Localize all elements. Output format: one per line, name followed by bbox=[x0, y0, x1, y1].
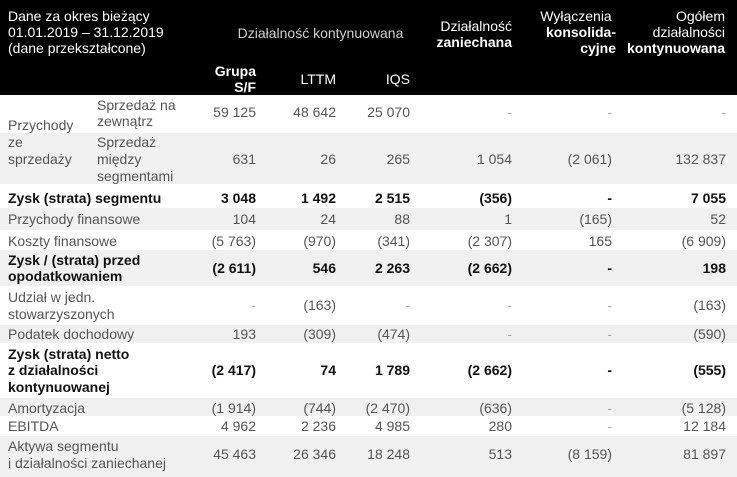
col-header-discontinued: Działalność bbox=[440, 18, 512, 34]
row-label-net-profit: kontynuowanej bbox=[8, 379, 110, 395]
col-header-total-2: działalności bbox=[652, 24, 725, 40]
value-cell: 52 bbox=[710, 211, 726, 227]
period-dates: 01.01.2019 – 31.12.2019 bbox=[8, 24, 164, 40]
value-cell: - bbox=[607, 104, 612, 120]
value-cell: - bbox=[607, 418, 612, 434]
value-cell: 4 985 bbox=[374, 418, 410, 434]
value-cell: 132 837 bbox=[675, 151, 726, 167]
col-header-discontinued-sub: zaniechana bbox=[436, 34, 512, 50]
period-title: Dane za okres bieżący bbox=[8, 8, 150, 24]
value-cell: 165 bbox=[588, 233, 612, 249]
value-cell: (636) bbox=[479, 400, 512, 416]
value-cell: - bbox=[607, 400, 612, 416]
value-cell: 631 bbox=[232, 151, 256, 167]
col-header-eliminations-3: cyjne bbox=[580, 40, 616, 56]
col-header-total-3: kontynuowana bbox=[626, 40, 725, 56]
value-cell: (2 307) bbox=[467, 233, 512, 249]
value-cell: 1 789 bbox=[374, 362, 410, 378]
value-cell: (5 763) bbox=[211, 233, 256, 249]
value-cell: 26 346 bbox=[293, 446, 336, 462]
value-cell: 3 048 bbox=[220, 190, 256, 206]
row-label-profit-before-tax: opodatkowaniem bbox=[8, 268, 123, 284]
row-label-intersegment-sales: Sprzedaż bbox=[97, 134, 157, 150]
value-cell: - bbox=[507, 297, 512, 313]
value-cell: (8 159) bbox=[567, 446, 612, 462]
value-cell: (163) bbox=[303, 297, 336, 313]
value-cell: (2 470) bbox=[365, 400, 410, 416]
value-cell: (2 417) bbox=[211, 362, 256, 378]
value-cell: 18 248 bbox=[367, 446, 410, 462]
value-cell: (970) bbox=[303, 233, 336, 249]
value-cell: (5 128) bbox=[681, 400, 726, 416]
revenue-group-label: sprzedaży bbox=[8, 151, 72, 167]
value-cell: 24 bbox=[320, 211, 336, 227]
col-header-lttm: LTTM bbox=[300, 71, 336, 87]
row-label-income-tax: Podatek dochodowy bbox=[8, 326, 135, 342]
row-label-profit-before-tax: Zysk / (strata) przed bbox=[8, 252, 141, 268]
value-cell: - bbox=[507, 104, 512, 120]
col-header-grupa-sub: S/F bbox=[234, 79, 256, 95]
value-cell: 2 515 bbox=[374, 190, 410, 206]
value-cell: 104 bbox=[232, 211, 256, 227]
value-cell: 81 897 bbox=[683, 446, 726, 462]
value-cell: 2 263 bbox=[374, 260, 410, 276]
value-cell: 280 bbox=[488, 418, 512, 434]
value-cell: 26 bbox=[320, 151, 336, 167]
value-cell: (2 662) bbox=[467, 362, 512, 378]
value-cell: 2 236 bbox=[300, 418, 336, 434]
row-label-ebitda: EBITDA bbox=[8, 418, 59, 434]
value-cell: (590) bbox=[693, 326, 726, 342]
col-header-eliminations-2: konsolida- bbox=[545, 24, 616, 40]
value-cell: 4 962 bbox=[220, 418, 256, 434]
value-cell: 59 125 bbox=[213, 104, 256, 120]
value-cell: (356) bbox=[479, 190, 512, 206]
value-cell: (6 909) bbox=[681, 233, 726, 249]
value-cell: - bbox=[251, 297, 256, 313]
col-header-grupa: Grupa bbox=[214, 63, 256, 79]
value-cell: - bbox=[721, 104, 726, 120]
row-label-intersegment-sales: segmentami bbox=[97, 168, 174, 184]
value-cell: (555) bbox=[693, 362, 726, 378]
value-cell: 12 184 bbox=[683, 418, 726, 434]
value-cell: 45 463 bbox=[213, 446, 256, 462]
value-cell: 1 bbox=[504, 211, 512, 227]
row-label-segment-profit: Zysk (strata) segmentu bbox=[8, 190, 162, 206]
row-label-intersegment-sales: między bbox=[97, 151, 142, 167]
value-cell: (165) bbox=[579, 211, 612, 227]
row-label-segment-assets: Aktywa segmentu bbox=[8, 438, 119, 454]
value-cell: 7 055 bbox=[690, 190, 726, 206]
row-label-amortization: Amortyzacja bbox=[8, 400, 86, 416]
value-cell: - bbox=[607, 326, 612, 342]
value-cell: - bbox=[507, 326, 512, 342]
value-cell: (474) bbox=[377, 326, 410, 342]
value-cell: - bbox=[607, 190, 612, 206]
period-note: (dane przekształcone) bbox=[8, 40, 146, 56]
continued-operations-heading: Działalność kontynuowana bbox=[237, 25, 404, 41]
value-cell: - bbox=[607, 297, 612, 313]
row-label-external-sales: Sprzedaż na bbox=[97, 97, 176, 113]
value-cell: (309) bbox=[303, 326, 336, 342]
value-cell: 48 642 bbox=[293, 104, 336, 120]
revenue-group-label: ze bbox=[8, 134, 23, 150]
value-cell: 265 bbox=[386, 151, 410, 167]
value-cell: - bbox=[607, 260, 612, 276]
row-label-segment-assets: i działalności zaniechanej bbox=[8, 455, 166, 471]
row-label-net-profit: z działalności bbox=[8, 362, 99, 378]
col-header-total: Ogółem bbox=[675, 8, 725, 24]
row-label-associates: stowarzyszonych bbox=[8, 306, 115, 322]
value-cell: 74 bbox=[320, 362, 336, 378]
value-cell: 546 bbox=[312, 260, 336, 276]
value-cell: (163) bbox=[693, 297, 726, 313]
value-cell: 25 070 bbox=[367, 104, 410, 120]
value-cell: - bbox=[405, 297, 410, 313]
value-cell: 513 bbox=[488, 446, 512, 462]
row-label-financial-income: Przychody finansowe bbox=[8, 211, 141, 227]
value-cell: 1 054 bbox=[476, 151, 512, 167]
revenue-group-label: Przychody bbox=[8, 117, 74, 133]
value-cell: (2 611) bbox=[212, 260, 256, 276]
row-label-external-sales: zewnątrz bbox=[97, 113, 154, 129]
value-cell: (341) bbox=[377, 233, 410, 249]
value-cell: (2 662) bbox=[467, 260, 512, 276]
value-cell: (1 914) bbox=[211, 400, 256, 416]
value-cell: 88 bbox=[394, 211, 410, 227]
value-cell: - bbox=[607, 362, 612, 378]
row-label-net-profit: Zysk (strata) netto bbox=[8, 346, 130, 362]
col-header-eliminations: Wyłączenia bbox=[540, 8, 612, 24]
value-cell: (2 061) bbox=[567, 151, 612, 167]
row-label-financial-costs: Koszty finansowe bbox=[8, 233, 117, 249]
value-cell: 1 492 bbox=[300, 190, 336, 206]
value-cell: 193 bbox=[232, 326, 256, 342]
col-header-iqs: IQS bbox=[385, 71, 410, 87]
value-cell: 198 bbox=[702, 260, 726, 276]
value-cell: (744) bbox=[303, 400, 336, 416]
row-label-associates: Udział w jedn. bbox=[8, 289, 96, 305]
